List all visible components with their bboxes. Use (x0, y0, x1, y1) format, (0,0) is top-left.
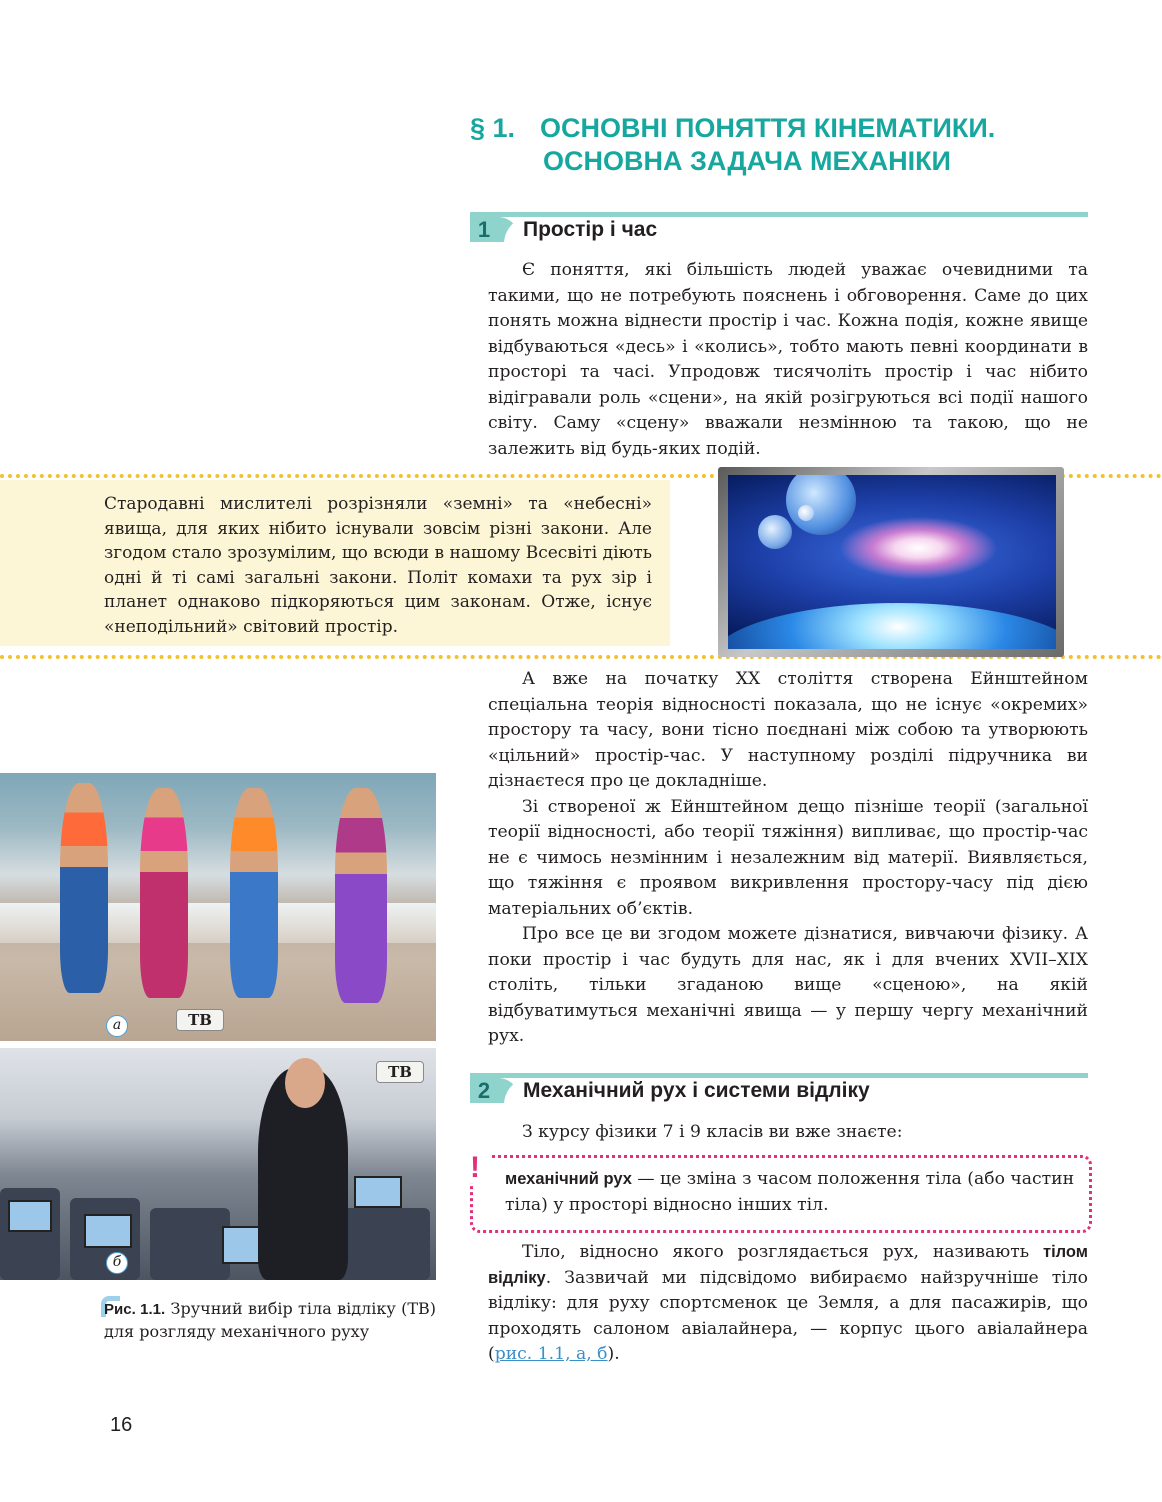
text-run: Тіло, відносно якого розглядається рух, називають (522, 1242, 1043, 1262)
page-title (470, 112, 1130, 178)
photo-runners (0, 773, 436, 1041)
seat (150, 1208, 230, 1280)
section-1-heading (470, 212, 1088, 244)
tb-label-b: ТВ (376, 1061, 424, 1083)
runner-4 (335, 788, 387, 1003)
text-run: . Зазвичай ми підсвідомо вибираємо найзручніше тіло відліку: для руху спортсменок це Земля, а для пасажирів, що проходять салоном авіалайнера, — корпус цього авіалайнера ( (488, 1267, 1088, 1364)
definition-rest: — це зміна з часом положення тіла (або частин тіла) у просторі відносно інших тіл. (505, 1169, 1075, 1215)
label-b: б (106, 1252, 128, 1274)
highlight-text: Стародавні мислителі розрізняли «земні» та «небесні» явища, для яких нібито існували зовсім різні закони. Але згодом стало зрозумілим, що всюди в нашому Всесвіті діють одні й ті самі загальні закони. Політ комахи та рух зір і планет однаково підкоряються цим законам. Отже, існує «неподільний» світовий простір. (104, 494, 652, 637)
exclamation-icon: ! (470, 1151, 480, 1184)
title-line-2: ОСНОВНА ЗАДАЧА МЕХАНІКИ (543, 146, 951, 176)
section-title: Механічний рух і системи відліку (523, 1079, 870, 1102)
photo-airplane-cabin (0, 1048, 436, 1280)
paragraph-text: Є поняття, які більшість людей уважає очевидними та такими, що не потребують пояснень і обговорення. Саме до цих понять можна віднести простір і час. Кожна подія, кожне явище відбуваються «десь» і «колись», тобто мають певні координати в просторі та часі. Упродовж тисячоліть простір і час нібито відігравали роль «сцени», на якій розігруються всі події нашого світу. Саму «сцену» вважали незмінною та такою, що не залежить від будь-яких подій. (488, 260, 1088, 459)
seat-screen (84, 1214, 132, 1248)
definition-term: механічний рух (505, 1170, 632, 1188)
definition-text (505, 1167, 1075, 1218)
section-number: 2 (470, 1078, 498, 1103)
label-a: а (106, 1015, 128, 1037)
paragraph-text (488, 1240, 1088, 1368)
paragraph-number: § 1. (470, 113, 516, 143)
section-2-intro (488, 1120, 1088, 1146)
caption-text: Зручний вибір тіла відліку (ТВ) для розгляду механічного руху (104, 1299, 436, 1341)
section-title: Простір і час (523, 218, 658, 241)
figure-link[interactable]: рис. 1.1, а, б (494, 1344, 608, 1364)
planet-horizon (728, 603, 1056, 649)
section-2-paragraph (488, 1240, 1088, 1368)
section-1-paragraphs (488, 667, 1088, 1050)
runner-3 (230, 788, 278, 998)
paragraph-text: З курсу фізики 7 і 9 класів ви вже знаєте: (522, 1122, 903, 1142)
paragraph-text: Зі створеної ж Ейнштейном дещо пізніше теорії (загальної теорії відносності, або теорії тяжіння) випливає, що простір-час не є чимось незмінним і незалежним від матерії. Виявляється, що тяжіння є проявом викривлення простору-часу під дією матеріальних об’єктів. (488, 796, 1088, 919)
section-2-heading (470, 1073, 1088, 1105)
text-run: ). (607, 1344, 620, 1364)
section-number: 1 (470, 217, 498, 242)
section-1-paragraph-1 (488, 258, 1088, 462)
paragraph-text: Про все це ви згодом можете дізнатися, вивчаючи фізику. А поки простір і час будуть для нас, як і для вчених XVII–XIX століть, тільки згаданою вище «сценою», на якій відбуватимуться механічні явища — у першу чергу механічний рух. (488, 924, 1088, 1046)
galaxy-image (728, 475, 1056, 649)
paragraph-text: А вже на початку XX століття створена Ейнштейном спеціальна теорія відносності показала, що не існує «окремих» простору та часу, вони тісно поєднані між собою та утворюють «цільний» простір-час. У наступному розділі підручника ви дізнаєтеся про це докладніше. (488, 669, 1088, 791)
seat-screen (8, 1200, 52, 1232)
figure-caption (104, 1298, 436, 1343)
term-reference-body: тілом відліку (488, 1243, 1088, 1287)
planet-small (758, 515, 792, 549)
section-bar (470, 1073, 1088, 1078)
passenger-head (285, 1058, 325, 1108)
planet-large (786, 475, 856, 535)
tb-label-a: ТВ (176, 1009, 224, 1031)
seat-screen (354, 1176, 402, 1208)
section-bar (470, 212, 1088, 217)
runner-1 (60, 783, 108, 993)
caption-label: Рис. 1.1. (104, 1301, 166, 1318)
planet-tiny (798, 505, 814, 521)
title-line-1: ОСНОВНІ ПОНЯТТЯ КІНЕМАТИКИ. (540, 113, 996, 143)
page-number: 16 (110, 1414, 133, 1436)
runner-2 (140, 788, 188, 998)
